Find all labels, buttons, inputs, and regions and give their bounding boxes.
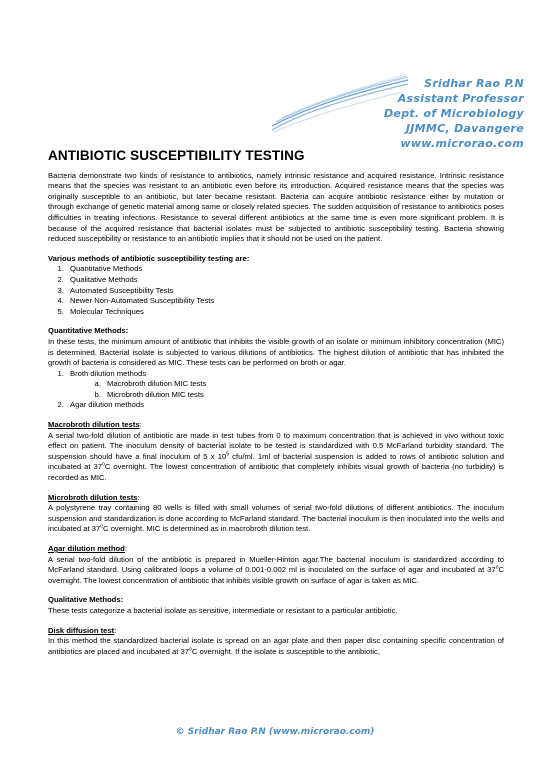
disk-paragraph: [48, 636, 504, 657]
superscript: 5: [226, 451, 229, 458]
text-run: C overnight. If the isolate is susceptible to the antibiotic,: [191, 646, 380, 656]
author-college: JJMMC, Davangere: [405, 122, 524, 135]
text-run: A polystyrene tray containing 80 wells is filled with small volumes of serial two-fold dilutions of different antibiotics. The inoculum suspension and standardization is done according to McFarland standard. The bacterial inoculum is then inoculated into the wells and incubated at 37: [48, 503, 504, 534]
quantitative-heading: Quantitative Methods:: [48, 326, 129, 336]
text-run: C overnight. The lowest concentration of antibiotic that completely inhibits visual growth of bacteria (no turbidity) is recorded as MIC.: [48, 462, 504, 483]
text-run: C overnight. The lowest concentration of antibiotic that inhibits visible growth on surface of agar is taken as MIC.: [48, 565, 504, 585]
intro-paragraph: Bacteria demonstrate two kinds of resistance to antibiotics, namely intrinsic resistance and acquired resistance. Intrinsic resistance means that the species was resistant to an antibiotic even before its introduction. Acquired resistance means that the species was originally susceptible to an antibiotic, but later became resistant. Bacteria can acquire antibiotic resistance either by mutation or through exchange of genetic material among same or closely related species. The sudden acquisition of resistance to antibiotics poses difficulties in treating infections. Resistance to several different antibiotics at the same time is even more significant problem. It is because of the acquired resistance that bacterial isolates must be subjected to antibiotic susceptibility testing. Bacteria showing reduced susceptibility or resistance to an antibiotic implies that it should not be used on the patient.: [48, 170, 504, 244]
author-department: Dept. of Microbiology: [384, 107, 524, 120]
sublist-item: a. Macrobroth dilution MIC tests: [103, 379, 504, 390]
superscript: o: [495, 564, 499, 571]
agar-paragraph: [48, 555, 504, 587]
qualitative-heading: Qualitative Methods:: [48, 595, 124, 605]
sublist-item: b. Microbroth dilution MIC tests: [103, 390, 504, 401]
text-run: cfu/ml. 1ml of bacterial suspension is added to rows of antibiotic solution and incubated at 37: [48, 451, 504, 472]
methods-list-item: 4. Newer Non-Automated Susceptibility Tests: [66, 296, 504, 307]
document-body: [48, 148, 504, 657]
text-run: In this method the standardized bacterial isolate is spread on an agar plate and then paper disc containing specific concentration of antibiotics are placed and incubated at 37: [48, 636, 504, 656]
page-footer: © Sridhar Rao P.N (www.microrao.com): [175, 727, 375, 737]
methods-list-item: 1. Quantitative Methods: [66, 264, 504, 275]
page-header: [0, 0, 550, 150]
broth-sublist: [70, 379, 504, 400]
agar-dilution-heading: Agar dilution method: [48, 544, 125, 553]
quantitative-list-item: [66, 369, 504, 401]
microbroth-heading-line: Microbroth dilution tests:: [48, 492, 140, 502]
macrobroth-paragraph: [48, 431, 504, 484]
author-block: [384, 76, 524, 151]
microbroth-heading: Microbroth dilution tests: [48, 492, 138, 502]
broth-dilution-label: Broth dilution methods: [70, 368, 147, 378]
author-name: Sridhar Rao P.N: [424, 77, 524, 90]
quantitative-paragraph: In these tests, the minimum amount of antibiotic that inhibits the visible growth of an isolate or minimum inhibitory concentration (MIC) is determined. Bacterial isolate is subjected to various dilutions of antibiotics. The highest dilution of antibiotic that has inhibited the growth of bacteria is considered as MIC. These tests can be performed on broth or agar.: [48, 336, 504, 368]
text-run: A serial two-fold dilution of antibiotic are made in test tubes from 0 to maximum concentration that is achieved in vivo without toxic effect on patient. The inoculum density of bacterial isolate to be tested is standardized with 0.5 McFarland turbidity standard. The suspension should have a final inoculum of 5 x 10: [48, 430, 504, 461]
agar-heading-line: Agar dilution method:: [48, 544, 127, 553]
text-run: A serial two-fold dilution of the antibiotic is prepared in Mueller-Hinton agar.The bacterial inoculum is standardized according to McFarland standard. Using calibrated loops a volume of 0.001-0.002 ml is inoculated on the surface of agar and incubated at 37: [48, 554, 504, 575]
methods-list-item: 2. Qualitative Methods: [66, 275, 504, 286]
methods-heading: Various methods of antibiotic susceptibility testing are:: [48, 253, 250, 263]
macrobroth-heading-line: Macrobroth dilution tests:: [48, 420, 142, 430]
methods-list-item: 3. Automated Susceptibility Tests: [66, 286, 504, 297]
document-title: ANTIBIOTIC SUSCEPTIBILITY TESTING: [48, 148, 305, 163]
macrobroth-heading: Macrobroth dilution tests: [48, 420, 140, 430]
author-title: Assistant Professor: [397, 92, 524, 105]
microbroth-paragraph: [48, 503, 504, 535]
quantitative-list-item: 2. Agar dilution methods: [66, 400, 504, 411]
disk-heading-line: Disk diffusion test:: [48, 625, 117, 635]
methods-list-item: 5. Molecular Techniques: [66, 307, 504, 318]
superscript: o: [100, 523, 104, 530]
superscript: o: [102, 461, 105, 468]
superscript: o: [189, 646, 192, 653]
methods-list: [48, 264, 504, 317]
text-run: C overnight. MIC is determined as in macrobroth dilution test.: [103, 524, 311, 534]
author-website: www.microrao.com: [400, 137, 524, 150]
qualitative-paragraph: These tests categorize a bacterial isolate as sensitive, intermediate or resistant to a particular antibiotic.: [48, 605, 398, 615]
quantitative-list: [48, 369, 504, 411]
disk-diffusion-heading: Disk diffusion test: [48, 625, 115, 635]
